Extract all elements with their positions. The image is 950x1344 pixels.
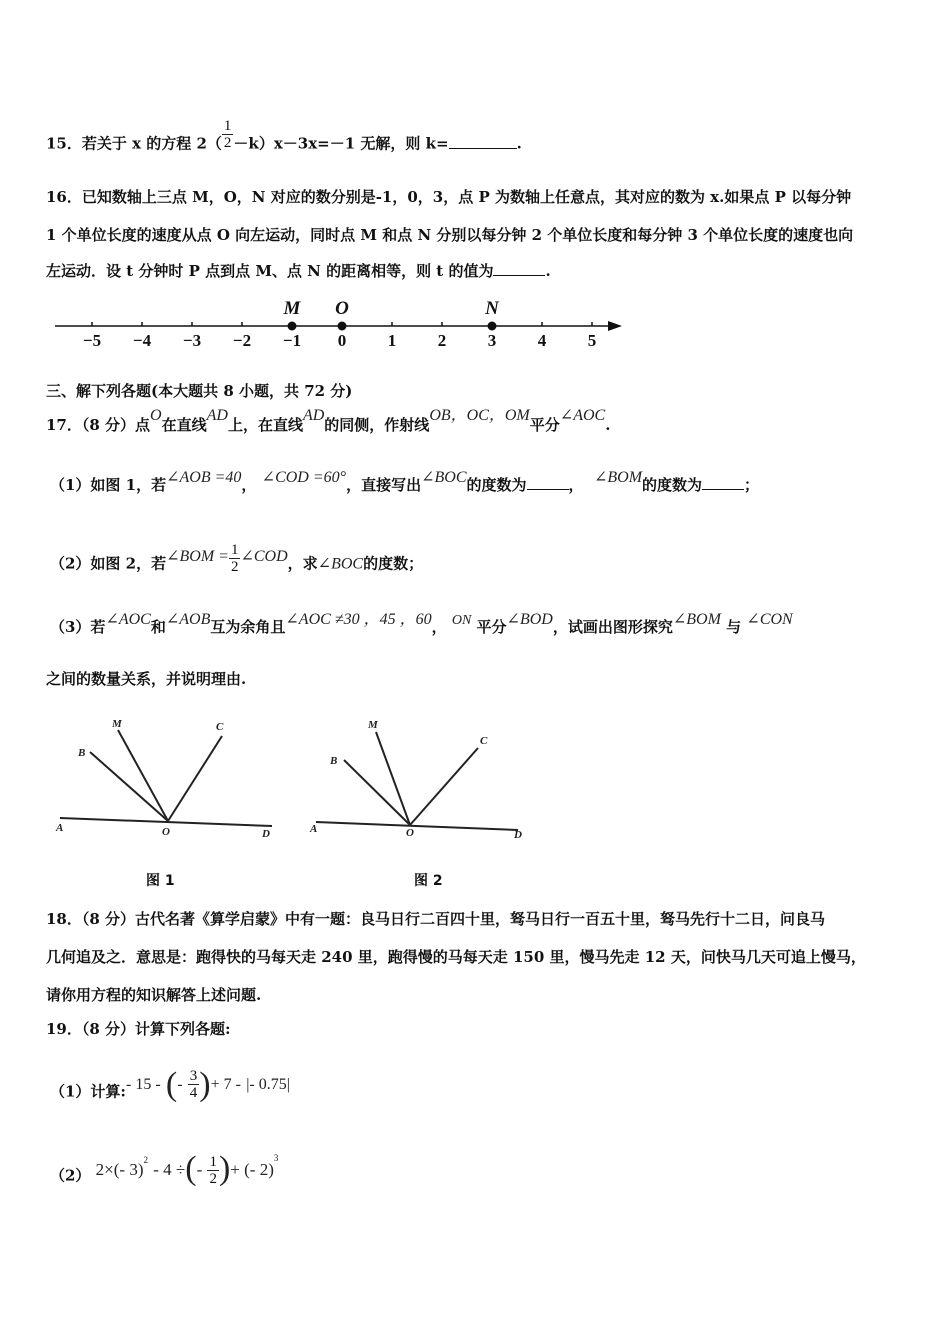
- q17-math-AD1: AD: [206, 407, 228, 424]
- q17-p2-t3: 的度数；: [363, 554, 424, 573]
- q19-part2: [50, 1149, 279, 1193]
- number-line-point: [338, 322, 347, 331]
- q17-p1-m1: ∠AOB =40: [166, 469, 242, 486]
- q17-p2-frac-num: 1: [230, 542, 239, 558]
- fig2-label-D: D: [514, 829, 522, 841]
- q15-frac-num: 1: [223, 118, 232, 134]
- q17-p3-m3: ∠AOC ≠30 ，45 ，60: [285, 611, 432, 628]
- q17-part3: [50, 611, 793, 638]
- q19-p1-fraction: [188, 1068, 200, 1101]
- fig1-label-A: A: [56, 822, 64, 834]
- q15-line: [46, 118, 522, 161]
- q16-line3-end: .: [545, 262, 551, 280]
- fig2-line-AD: [316, 822, 518, 830]
- q19-p2-b: - 4 ÷: [153, 1159, 186, 1179]
- q17-p1-t4: 的度数为: [466, 476, 527, 494]
- fig1-label-O: O: [162, 826, 170, 838]
- fig2-ray-OC: [410, 748, 478, 825]
- q17-math-O: O: [150, 407, 162, 424]
- q17-p1-t7: ；: [744, 476, 760, 494]
- q19-p2-a-exp: 2: [143, 1154, 148, 1165]
- fig1-ray-OC: [168, 736, 222, 821]
- q16-line2: 1 个单位长度的速度从点 O 向左运动，同时点 M 和点 N 分别以每分钟 2 个单位长度和每分钟 3 个单位长度的速度也向: [46, 226, 854, 244]
- q17-p1-blank2[interactable]: [702, 489, 744, 490]
- fig1-ray-OM: [118, 730, 168, 821]
- number-line-tick-label: −1: [282, 331, 302, 350]
- q19-p2-c: -: [196, 1159, 203, 1179]
- fig2-caption: 图 2: [414, 873, 443, 889]
- number-line-point-label: N: [485, 298, 499, 319]
- q16-line3-text: 左运动．设 t 分钟时 P 点到点 M、点 N 的距离相等，则 t 的值为: [46, 262, 494, 280]
- fig2-label-C: C: [480, 735, 488, 747]
- q19-p2-rparen: ): [218, 1149, 231, 1187]
- number-line-tick-label: 2: [437, 331, 447, 350]
- q17-p1-t3: ，直接写出: [346, 476, 422, 494]
- q15-frac-den: 2: [223, 135, 232, 151]
- number-line-point-label: M: [283, 298, 301, 319]
- number-line-point: [488, 322, 497, 331]
- q17-t2: 上，在直线: [227, 416, 303, 434]
- q19-p1-c: + 7 -: [210, 1075, 241, 1093]
- q17-t3: 的同侧，作射线: [324, 416, 430, 434]
- q19-p2-d: + (- 2): [230, 1159, 274, 1179]
- q17-p1-t1: （1）如图 1，若: [50, 476, 167, 494]
- q17-math-AD2: AD: [302, 407, 325, 424]
- fig1-label-M: M: [112, 718, 122, 730]
- q17-p3-m5: ∠BOD: [506, 611, 553, 628]
- number-line-tick-label: 5: [587, 331, 597, 350]
- fig2-ray-OB: [344, 760, 410, 825]
- q17-p3-t1: （3）若: [50, 618, 106, 636]
- number-line-tick-label: −2: [232, 331, 252, 350]
- q17-math-rays: OB，OC，OM: [429, 407, 530, 424]
- fig1-label-B: B: [78, 747, 86, 759]
- q17-p3-t2: 和: [150, 618, 166, 636]
- q19-p1-rparen: ): [199, 1065, 211, 1103]
- figure-2: [306, 712, 536, 842]
- q18-line3: 请你用方程的知识解答上述问题.: [46, 986, 262, 1004]
- q19-p1-abs-left: |: [246, 1075, 250, 1093]
- fig1-caption: 图 1: [146, 873, 175, 889]
- q19-p2-d-exp: 3: [273, 1152, 279, 1163]
- q17-p1-blank1[interactable]: [527, 489, 569, 490]
- q17-head: 17．（8 分）点: [46, 416, 151, 434]
- number-line-point: [288, 322, 297, 331]
- q17-p3-t6: ，试画出图形探究: [552, 618, 673, 636]
- q17-p1-t2: ，: [241, 476, 257, 494]
- q19-p1-frac-den: 4: [189, 1085, 198, 1101]
- q17-part2: [50, 542, 424, 581]
- q19-p2-fraction: [207, 1154, 219, 1187]
- q17-p2-t2: ，求: [287, 554, 318, 573]
- q15-suffix: .: [516, 134, 522, 153]
- q16-line3: [46, 262, 551, 280]
- q17-p1-m2: ∠COD =60°: [261, 469, 347, 486]
- number-line-tick-label: 1: [387, 331, 397, 350]
- fig2-label-B: B: [330, 755, 338, 767]
- number-line-tick-label: 0: [337, 331, 347, 350]
- q17-p3-m1: ∠AOC: [105, 611, 151, 628]
- q17-p1-t5: ，: [568, 476, 584, 494]
- fig1-label-D: D: [262, 828, 270, 840]
- number-line-tick-label: 3: [487, 331, 497, 350]
- q17-t4: 平分: [529, 416, 560, 434]
- q17-t1: 在直线: [161, 416, 207, 434]
- number-line-tick-label: −4: [132, 331, 152, 350]
- number-line-tick-label: −5: [82, 331, 102, 350]
- q15-middle: －k）x－3x=－1 无解，则 k=: [233, 134, 449, 153]
- q17-p3-m2: ∠AOB: [165, 611, 211, 628]
- q17-p3-t5: 平分: [476, 618, 507, 636]
- fig1-ray-OB: [90, 752, 168, 821]
- q17-t5: .: [605, 416, 611, 434]
- q15-answer-blank[interactable]: [449, 148, 517, 149]
- q19-p1-b: -: [177, 1075, 183, 1093]
- q17-p1-m3: ∠BOC: [421, 469, 467, 486]
- q17-math-AOC: ∠AOC: [559, 407, 606, 424]
- q19-p1-a: - 15 -: [125, 1075, 161, 1093]
- fig2-label-M: M: [368, 719, 378, 731]
- q16-line1: 16．已知数轴上三点 M，O，N 对应的数分别是-1，0，3，点 P 为数轴上任意点，其对应的数为 x.如果点 P 以每分钟: [46, 188, 852, 206]
- q17-p3-t3: 互为余角且: [210, 618, 286, 636]
- fig2-ray-OM: [376, 732, 410, 825]
- fig1-label-C: C: [216, 721, 224, 733]
- q15-fraction: [222, 118, 234, 151]
- q19-p1-lparen: (: [165, 1065, 178, 1103]
- q19-p2-a: 2×(- 3): [95, 1159, 144, 1179]
- number-line-tick-label: −3: [182, 331, 202, 350]
- q17-p3-m4: ON: [451, 613, 472, 628]
- q17-p3-t4: ，: [431, 618, 447, 636]
- q19-part1: [50, 1065, 290, 1109]
- q17-p3-m7: ∠CON: [746, 611, 793, 628]
- number-line-tick-label: 4: [537, 331, 547, 350]
- q17-p1-t6: 的度数为: [642, 476, 703, 494]
- q17-p2-m2: ∠COD: [240, 547, 288, 565]
- figure-1: [50, 710, 290, 840]
- q17-p1-m4: ∠BOM: [593, 469, 643, 486]
- q17-part1: [50, 469, 760, 495]
- fig2-label-O: O: [406, 827, 414, 839]
- q19-p2-lparen: (: [185, 1149, 197, 1187]
- section3-title: 三、解下列各题(本大题共 8 小题，共 72 分): [46, 382, 353, 400]
- q17-line: [46, 407, 611, 435]
- q16-answer-blank[interactable]: [493, 275, 545, 276]
- q17-p2-m3: ∠BOC: [317, 555, 364, 573]
- q15-prefix: 15．若关于 x 的方程 2（: [46, 134, 222, 153]
- q17-p3-t7: 与: [726, 618, 742, 636]
- q19-head: 19．（8 分）计算下列各题:: [46, 1020, 231, 1038]
- q17-p2-m1: ∠BOM =: [166, 547, 229, 565]
- q19-p1-frac-num: 3: [189, 1068, 198, 1084]
- q19-p1-abs-right: |: [286, 1075, 290, 1093]
- q17-p2-fraction: [229, 542, 241, 575]
- q17-p2-frac-den: 2: [230, 559, 239, 575]
- number-line-arrow-icon: [608, 321, 622, 331]
- q18-line2: 几何追及之．意思是：跑得快的马每天走 240 里，跑得慢的马每天走 150 里，慢马先走 12 天，问快马几天可追上慢马，: [46, 948, 866, 966]
- fig2-label-A: A: [310, 823, 318, 835]
- q18-line1: 18．（8 分）古代名著《算学启蒙》中有一题：良马日行二百四十里，驽马日行一百五十里，驽马先行十二日，问良马: [46, 910, 826, 928]
- number-line-point-label: O: [335, 298, 349, 319]
- q19-p2-label: （2）: [50, 1166, 91, 1185]
- q19-p1-d: - 0.75: [249, 1075, 287, 1093]
- q19-p2-frac-den: 2: [209, 1171, 217, 1187]
- q17-part3-line2: 之间的数量关系，并说明理由.: [46, 670, 247, 688]
- q19-p2-frac-num: 1: [209, 1154, 217, 1170]
- q17-p3-m6: ∠BOM: [672, 611, 721, 628]
- q17-p2-t1: （2）如图 2，若: [50, 554, 167, 573]
- number-line: [50, 290, 630, 360]
- q19-p1-label: （1）计算:: [50, 1082, 126, 1101]
